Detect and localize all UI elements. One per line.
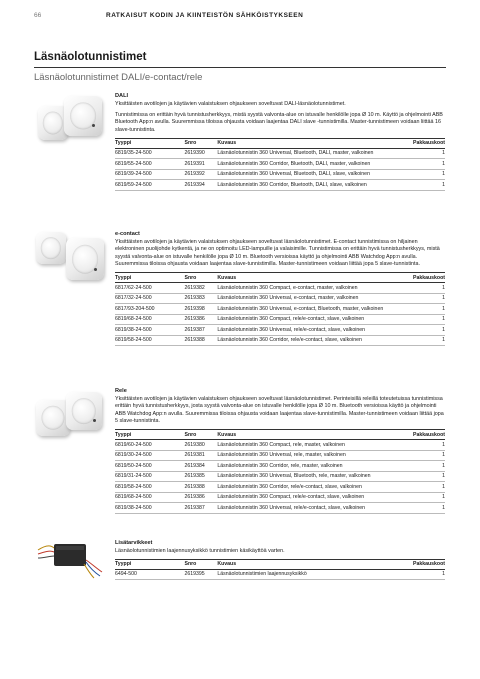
table-cell: Läsnäolotunnistin 360 Universal, Bluetooth, DALI, master, valkoinen bbox=[217, 148, 413, 159]
table-cell: 1 bbox=[413, 304, 445, 315]
table-row bbox=[115, 450, 445, 461]
table-cell: 2619395 bbox=[184, 569, 217, 580]
table-cell: Läsnäolotunnistin 360 Universal, Bluetooth, rele, master, valkoinen bbox=[217, 471, 413, 482]
table-row bbox=[115, 314, 445, 325]
table-cell: 1 bbox=[413, 169, 445, 180]
table-row bbox=[115, 461, 445, 472]
column-header: Snro bbox=[185, 430, 218, 440]
table-cell: 6819/35-24-500 bbox=[115, 148, 185, 159]
product-table bbox=[115, 429, 445, 514]
table-row bbox=[115, 283, 445, 294]
table-cell: Läsnäolotunnistin 360 Compact, rele, master, valkoinen bbox=[217, 440, 413, 451]
table-cell: 6819/60-24-500 bbox=[115, 440, 185, 451]
table-cell: 6817/62-24-500 bbox=[115, 283, 185, 294]
section-paragraph: Yksittäisten avotilojen ja käytävien valaistuksen ohjaukseen soveltuvat läsnäolotunnistimet. Perinteisillä releillä toteutetuissa tunnistimissa erittäin hyvä tunnistusherkkyys, josta syystä valvonta-alue on istuvalle henkilölle jopa Ø 10 m. Bluetooth versioissa käyttö ja ohjelmointi ABB Watchdog App:n avulla. Suuremmissa tiloissa ohjausta voidaan laajentaa slave-tunnistimilla. Master-tunnistimeen voidaan liittää jopa 5 slave-tunnistinta. bbox=[115, 395, 444, 424]
table-row bbox=[115, 471, 445, 482]
product-table bbox=[115, 559, 445, 581]
table-cell: 2619398 bbox=[185, 304, 218, 315]
column-header: Snro bbox=[184, 559, 217, 569]
column-header: Tyyppi bbox=[115, 559, 184, 569]
table-cell: Läsnäolotunnistin 360 Corridor, rele/e-contact, slave, valkoinen bbox=[217, 482, 413, 493]
table-row bbox=[115, 180, 445, 191]
table-cell: 2619391 bbox=[185, 159, 218, 170]
column-header: Snro bbox=[185, 273, 218, 283]
rele-sensor-images bbox=[34, 390, 106, 454]
sensor-product-image bbox=[36, 232, 66, 264]
table-cell: 1 bbox=[413, 461, 445, 472]
column-header: Kuvaus bbox=[217, 138, 413, 148]
table-cell: Läsnäolotunnistin 360 Corridor, rele, master, valkoinen bbox=[217, 461, 413, 472]
page-title: Läsnäolotunnistimet bbox=[34, 51, 147, 63]
column-header: Tyyppi bbox=[115, 138, 185, 148]
table-cell: 6817/93-204-500 bbox=[115, 304, 185, 315]
table-cell: 1 bbox=[413, 569, 445, 580]
table-header-row bbox=[115, 273, 445, 283]
table-cell: 2619387 bbox=[185, 325, 218, 336]
table-row bbox=[115, 569, 445, 580]
section-title: e-contact bbox=[115, 231, 140, 237]
table-header-row bbox=[115, 559, 445, 569]
econtact-sensor-images bbox=[34, 228, 106, 294]
table-row bbox=[115, 304, 445, 315]
table-cell: 2619385 bbox=[185, 471, 218, 482]
section-title: Lisätarvikkeet bbox=[115, 540, 153, 546]
column-header: Kuvaus bbox=[217, 430, 413, 440]
table-header-row bbox=[115, 138, 445, 148]
extension-unit-icon bbox=[36, 538, 106, 580]
section-rele bbox=[115, 388, 445, 514]
table-row bbox=[115, 159, 445, 170]
section-econtact bbox=[115, 231, 445, 346]
table-cell: 2619387 bbox=[185, 503, 218, 514]
column-header: Pakkauskoot bbox=[412, 561, 445, 567]
section-dali bbox=[115, 93, 445, 191]
table-cell: 6819/38-24-500 bbox=[115, 503, 185, 514]
sensor-product-image bbox=[64, 96, 102, 136]
table-cell: 6819/58-24-500 bbox=[115, 335, 185, 346]
column-header: Kuvaus bbox=[217, 273, 413, 283]
column-header: Kuvaus bbox=[217, 559, 413, 569]
table-cell: 1 bbox=[413, 335, 445, 346]
column-header: Pakkauskoot bbox=[412, 140, 445, 146]
table-cell: 1 bbox=[413, 148, 445, 159]
table-cell: 6494-500 bbox=[115, 569, 184, 580]
column-header: Pakkauskoot bbox=[412, 274, 445, 281]
table-cell: 1 bbox=[413, 482, 445, 493]
table-cell: 1 bbox=[413, 471, 445, 482]
table-cell: Läsnäolotunnistin 360 Universal, e-contact, master, valkoinen bbox=[217, 293, 413, 304]
table-cell: 2619388 bbox=[185, 335, 218, 346]
table-row bbox=[115, 440, 445, 451]
table-cell: Läsnäolotunnistin 360 Universal, rele/e-contact, slave, valkoinen bbox=[217, 503, 413, 514]
sensor-product-image bbox=[66, 392, 102, 430]
table-cell: 1 bbox=[413, 440, 445, 451]
table-header-row bbox=[115, 430, 445, 440]
section-paragraph: Yksittäisten avotilojen ja käytävien valaistuksen ohjaukseen soveltuvat läsnäolotunnistimet. E-contact tunnistimissa on hiljainen elektroninen puolijohde kytkentä, ja ne on optimoitu LED-lampuille ja valaisimille. Tunnistimissa on erittäin hyvä tunnistusherkkyys, mistä syystä valvonta-alue on istuvalle henkilölle jopa Ø 10 m. Bluetooth versioissa käyttö ja ohjelmointi ABB Watchdog App:n avulla. Suuremmissa tiloissa ohjausta voidaan laajentaa slave-tunnistimilla. Master-tunnistimeen voidaan liittää jopa 5 slave-tunnistinta. bbox=[115, 238, 440, 267]
table-cell: 6819/68-24-500 bbox=[115, 314, 185, 325]
table-cell: 6819/59-24-500 bbox=[115, 180, 185, 191]
table-cell: Läsnäolotunnistin 360 Universal, rele/e-contact, slave, valkoinen bbox=[217, 325, 413, 336]
section-paragraph: Tunnistimissa on erittäin hyvä tunnistusherkkyys, mistä syystä valvonta-alue on istuvalle henkilölle jopa Ø 10 m. Käyttö ja ohjelmointi ABB Bluetooth App:n avulla. Suuremmissa tiloissa ohjausta voidaan laajentaa DALI slave -tunnistimilla. Master-tunnistimeen voidaan liittää 16 slave-tunnistinta. bbox=[115, 111, 443, 133]
column-header: Tyyppi bbox=[115, 430, 185, 440]
table-cell: 2619390 bbox=[185, 148, 218, 159]
table-cell: Läsnäolotunnistin 360 Corridor, Bluetooth, DALI, slave, valkoinen bbox=[217, 180, 413, 191]
table-cell: 6819/55-24-500 bbox=[115, 159, 185, 170]
page-number: 66 bbox=[34, 12, 42, 19]
section-accessories bbox=[115, 540, 445, 580]
section-title: DALI bbox=[115, 93, 129, 99]
running-header: RATKAISUT KODIN JA KIINTEISTÖN SÄHKÖISTYKSEEN bbox=[106, 12, 304, 19]
table-cell: 2619392 bbox=[185, 169, 218, 180]
product-table bbox=[115, 138, 445, 191]
table-row bbox=[115, 492, 445, 503]
table-cell: 1 bbox=[413, 492, 445, 503]
table-cell: 2619382 bbox=[185, 283, 218, 294]
table-cell: 6819/68-24-500 bbox=[115, 492, 185, 503]
table-cell: Läsnäolotunnistin 360 Universal, rele, master, valkoinen bbox=[217, 450, 413, 461]
table-cell: Läsnäolotunnistin 360 Compact, rele/e-contact, slave, valkoinen bbox=[217, 314, 413, 325]
section-paragraph: Läsnäolotunnistimien laajennusyksikkö tunnistimien käsikäyttöä varten. bbox=[115, 547, 285, 554]
table-cell: Läsnäolotunnistin 360 Corridor, Bluetooth, DALI, master, valkoinen bbox=[217, 159, 413, 170]
section-paragraph: Yksittäisten avotilojen ja käytävien valaistuksen ohjaukseen soveltuvat DALI-läsnäolotunnistimet. bbox=[115, 100, 346, 107]
sensor-product-image bbox=[36, 400, 70, 436]
table-cell: 2619388 bbox=[185, 482, 218, 493]
table-cell: 2619380 bbox=[185, 440, 218, 451]
product-table bbox=[115, 272, 445, 346]
table-cell: Läsnäolotunnistin 360 Universal, e-contact, Bluetooth, master, valkoinen bbox=[217, 304, 413, 315]
table-cell: 1 bbox=[413, 450, 445, 461]
table-cell: 2619381 bbox=[185, 450, 218, 461]
table-cell: Läsnäolotunnistimien laajennusyksikkö bbox=[217, 569, 413, 580]
column-header: Pakkauskoot bbox=[412, 431, 445, 438]
table-cell: 2619384 bbox=[185, 461, 218, 472]
table-row bbox=[115, 335, 445, 346]
table-row bbox=[115, 148, 445, 159]
sensor-product-image bbox=[66, 238, 104, 280]
table-cell: 2619386 bbox=[185, 492, 218, 503]
table-cell: Läsnäolotunnistin 360 Corridor, rele/e-contact, slave, valkoinen bbox=[217, 335, 413, 346]
extension-unit-image bbox=[36, 538, 106, 580]
table-cell: 6819/31-24-500 bbox=[115, 471, 185, 482]
table-cell: 6819/50-24-500 bbox=[115, 461, 185, 472]
table-cell: 1 bbox=[413, 293, 445, 304]
table-cell: 1 bbox=[413, 314, 445, 325]
table-cell: Läsnäolotunnistin 360 Universal, Bluetooth, DALI, slave, valkoinen bbox=[217, 169, 413, 180]
section-title: Rele bbox=[115, 388, 127, 394]
table-row bbox=[115, 325, 445, 336]
table-cell: 6819/30-24-500 bbox=[115, 450, 185, 461]
table-cell: Läsnäolotunnistin 360 Compact, e-contact, master, valkoinen bbox=[217, 283, 413, 294]
page-subtitle: Läsnäolotunnistimet DALI/e-contact/rele bbox=[34, 72, 203, 83]
column-header: Snro bbox=[185, 138, 218, 148]
table-row bbox=[115, 503, 445, 514]
table-cell: 6819/58-24-500 bbox=[115, 482, 185, 493]
table-cell: 2619386 bbox=[185, 314, 218, 325]
table-cell: 1 bbox=[413, 283, 445, 294]
table-cell: 1 bbox=[413, 180, 445, 191]
table-cell: 6817/32-24-500 bbox=[115, 293, 185, 304]
column-header: Tyyppi bbox=[115, 273, 185, 283]
dali-sensor-images bbox=[34, 94, 106, 158]
table-cell: 2619383 bbox=[185, 293, 218, 304]
table-cell: 1 bbox=[413, 503, 445, 514]
table-cell: 6819/38-24-500 bbox=[115, 325, 185, 336]
table-cell: 6819/39-24-500 bbox=[115, 169, 185, 180]
table-row bbox=[115, 293, 445, 304]
table-row bbox=[115, 169, 445, 180]
table-cell: 1 bbox=[413, 159, 445, 170]
table-cell: Läsnäolotunnistin 360 Compact, rele/e-contact, slave, valkoinen bbox=[217, 492, 413, 503]
table-cell: 2619394 bbox=[185, 180, 218, 191]
table-cell: 1 bbox=[413, 325, 445, 336]
title-divider bbox=[34, 67, 446, 68]
table-row bbox=[115, 482, 445, 493]
